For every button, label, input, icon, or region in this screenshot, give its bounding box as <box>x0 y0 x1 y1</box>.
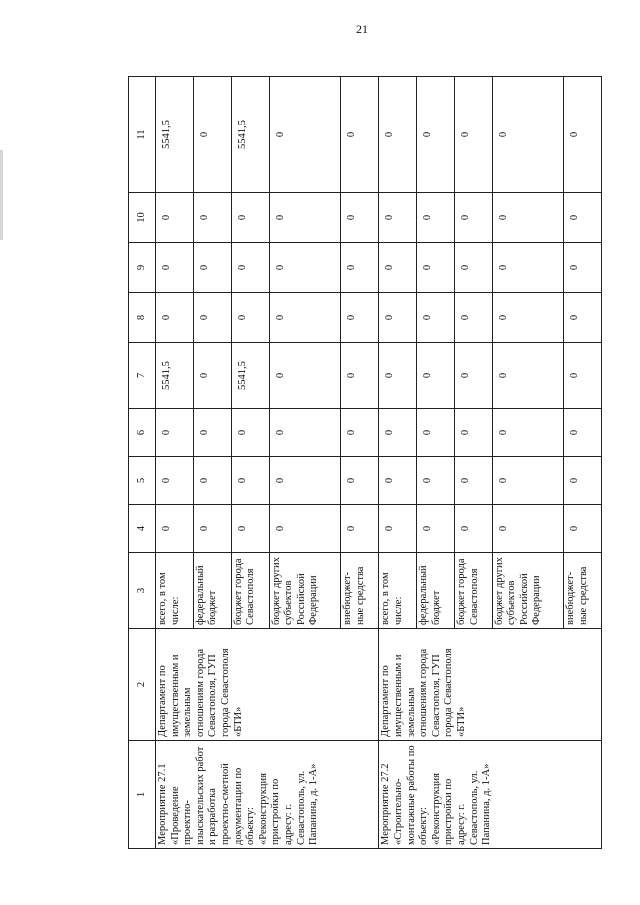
value-cell: 0 <box>454 243 492 293</box>
budget-table <box>128 76 602 849</box>
source-cell: бюджет города Севастополя <box>231 553 269 629</box>
value-cell: 0 <box>341 409 379 457</box>
value-cell: 0 <box>231 505 269 553</box>
source-cell: внебюджет-ные средства <box>341 553 379 629</box>
value-cell: 0 <box>379 343 417 409</box>
source-cell: бюджет других субъектов Российской Федерации <box>492 553 564 629</box>
col-header: 1 <box>129 741 156 849</box>
value-cell: 0 <box>341 505 379 553</box>
value-cell: 0 <box>454 343 492 409</box>
value-cell: 0 <box>417 243 455 293</box>
scan-edge-mark <box>0 150 3 240</box>
value-cell: 0 <box>564 343 602 409</box>
source-cell: бюджет других субъектов Российской Федерации <box>269 553 341 629</box>
value-cell: 0 <box>492 193 564 243</box>
rotated-table-area <box>128 77 602 849</box>
value-cell: 0 <box>193 505 231 553</box>
value-cell: 0 <box>379 193 417 243</box>
source-cell: всего, в том числе: <box>379 553 417 629</box>
col-header: 9 <box>129 243 156 293</box>
activity-cell: Мероприятие 27.1 «Проведение проектно-изыскательских работ и разработка проектно-сметной документации по объекту: «Реконструкция пристройки по адресу: г. Севастополь, ул. Папанина, д. 1-А» <box>156 741 379 849</box>
activity-cell: Мероприятие 27.2 «Строительно-монтажные работы по объекту: «Реконструкция пристройки по адресу: г. Севастополь, ул. Папанина, д. 1-А» <box>379 741 602 849</box>
value-cell: 0 <box>269 505 341 553</box>
executor-cell: Департамент по имущественным и земельным отношениям города Севастополя, ГУП города Севастополя «БТИ» <box>379 629 602 741</box>
value-cell: 0 <box>564 457 602 505</box>
value-cell: 0 <box>231 293 269 343</box>
value-cell: 0 <box>231 457 269 505</box>
value-cell: 0 <box>417 409 455 457</box>
value-cell: 0 <box>454 193 492 243</box>
col-header: 10 <box>129 193 156 243</box>
value-cell: 0 <box>231 193 269 243</box>
value-cell: 0 <box>341 193 379 243</box>
value-cell: 0 <box>269 243 341 293</box>
value-cell: 0 <box>564 243 602 293</box>
table-row <box>156 77 194 849</box>
source-cell: бюджет города Севастополя <box>454 553 492 629</box>
value-cell: 0 <box>417 193 455 243</box>
value-cell: 0 <box>193 343 231 409</box>
source-cell: внебюджет-ные средства <box>564 553 602 629</box>
value-cell: 0 <box>269 193 341 243</box>
value-cell: 5541,5 <box>156 343 194 409</box>
value-cell: 0 <box>564 505 602 553</box>
value-cell: 0 <box>156 409 194 457</box>
value-cell: 0 <box>564 293 602 343</box>
table-row <box>379 77 417 849</box>
col-header: 5 <box>129 457 156 505</box>
value-cell: 0 <box>417 343 455 409</box>
value-cell: 0 <box>341 457 379 505</box>
value-cell: 0 <box>379 293 417 343</box>
value-cell: 0 <box>564 77 602 193</box>
value-cell: 0 <box>492 293 564 343</box>
value-cell: 5541,5 <box>156 77 194 193</box>
value-cell: 0 <box>341 343 379 409</box>
col-header: 3 <box>129 553 156 629</box>
header-row <box>129 77 156 849</box>
value-cell: 0 <box>564 409 602 457</box>
col-header: 11 <box>129 77 156 193</box>
value-cell: 0 <box>156 193 194 243</box>
value-cell: 0 <box>193 409 231 457</box>
value-cell: 0 <box>156 293 194 343</box>
value-cell: 0 <box>156 243 194 293</box>
value-cell: 0 <box>564 193 602 243</box>
value-cell: 0 <box>379 243 417 293</box>
value-cell: 0 <box>454 505 492 553</box>
value-cell: 0 <box>231 243 269 293</box>
value-cell: 0 <box>417 457 455 505</box>
value-cell: 5541,5 <box>231 77 269 193</box>
value-cell: 0 <box>379 77 417 193</box>
value-cell: 0 <box>193 293 231 343</box>
value-cell: 0 <box>454 409 492 457</box>
value-cell: 0 <box>492 457 564 505</box>
value-cell: 0 <box>193 457 231 505</box>
source-cell: всего, в том числе: <box>156 553 194 629</box>
value-cell: 0 <box>492 409 564 457</box>
value-cell: 0 <box>454 293 492 343</box>
col-header: 6 <box>129 409 156 457</box>
col-header: 7 <box>129 343 156 409</box>
value-cell: 0 <box>492 343 564 409</box>
executor-cell: Департамент по имущественным и земельным отношениям города Севастополя, ГУП города Севастополя «БТИ» <box>156 629 379 741</box>
value-cell: 0 <box>417 505 455 553</box>
value-cell: 0 <box>379 409 417 457</box>
value-cell: 0 <box>269 77 341 193</box>
col-header: 2 <box>129 629 156 741</box>
value-cell: 0 <box>454 457 492 505</box>
source-cell: федеральный бюджет <box>193 553 231 629</box>
value-cell: 0 <box>193 77 231 193</box>
value-cell: 0 <box>341 243 379 293</box>
value-cell: 0 <box>492 77 564 193</box>
col-header: 8 <box>129 293 156 343</box>
value-cell: 0 <box>193 193 231 243</box>
value-cell: 0 <box>156 457 194 505</box>
page-number: 21 <box>356 22 368 36</box>
value-cell: 5541,5 <box>231 343 269 409</box>
value-cell: 0 <box>379 505 417 553</box>
value-cell: 0 <box>454 77 492 193</box>
value-cell: 0 <box>341 293 379 343</box>
source-cell: федеральный бюджет <box>417 553 455 629</box>
rotated-table-container <box>128 77 602 849</box>
value-cell: 0 <box>269 457 341 505</box>
value-cell: 0 <box>269 293 341 343</box>
value-cell: 0 <box>379 457 417 505</box>
value-cell: 0 <box>269 409 341 457</box>
value-cell: 0 <box>193 243 231 293</box>
value-cell: 0 <box>156 505 194 553</box>
value-cell: 0 <box>269 343 341 409</box>
value-cell: 0 <box>492 505 564 553</box>
value-cell: 0 <box>231 409 269 457</box>
value-cell: 0 <box>341 77 379 193</box>
col-header: 4 <box>129 505 156 553</box>
value-cell: 0 <box>417 293 455 343</box>
value-cell: 0 <box>417 77 455 193</box>
value-cell: 0 <box>492 243 564 293</box>
